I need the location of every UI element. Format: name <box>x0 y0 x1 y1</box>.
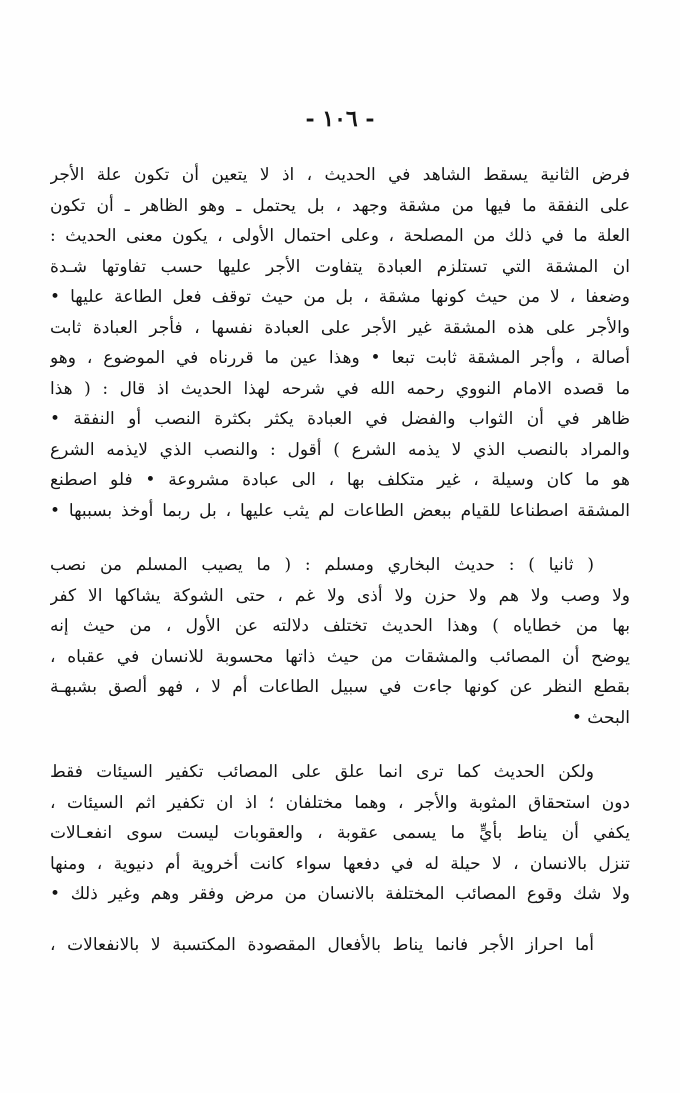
text-line: ما قصده الامام النووي رحمه الله في شرحه لهذا الحديث اذ قال : ( هذا <box>50 378 630 399</box>
text-line: يوضح أن المصائب والمشقات من حيث ذاتها محسوبة للانسان في عقباه ، <box>50 646 630 667</box>
paragraph-4 <box>50 930 630 961</box>
text-line: هو ما كان وسيلة ، غير متكلف بها ، الى عبادة مشروعة • فلو اصطنع <box>50 470 630 490</box>
text-line: البحث • <box>571 707 630 728</box>
text-line: والأجر على هذه المشقة غير الأجر على العبادة نفسها ، فأجر العبادة ثابت <box>50 317 630 338</box>
text-line: فرض الثانية يسقط الشاهد في الحديث ، اذ لا يتعين أن تكون علة الأجر <box>50 165 630 185</box>
text-line: ظاهر في أن الثواب والفضل في العبادة يكثر بكثرة النصب أو النفقة • <box>50 409 630 429</box>
paragraph-3 <box>50 757 630 910</box>
text-line: والمراد بالنصب الذي لا يذمه الشرع ) أقول : والنصب الذي لايذمه الشرع <box>50 439 630 460</box>
paragraph-2 <box>50 550 630 733</box>
text-line: المشقة اصطناعا للقيام ببعض الطاعات لم يثب عليها ، بل ربما أوخذ بسببها • <box>50 500 630 521</box>
text-line: بقطع النظر عن كونها جاءت في سبيل الطاعات أم لا ، فهو ألصق بشبهـة <box>50 677 630 697</box>
text-line: دون استحقاق المثوبة والأجر ، وهما مختلفان ؛ اذ ان تكفير اثم السيئات ، <box>50 792 630 813</box>
text-line: بها من خطاياه ) وهذا الحديث تختلف دلالته عن الأول ، من حيث إنه <box>50 616 630 636</box>
text-line: ولا وصب ولا هم ولا حزن ولا أذى ولا غم ، حتى الشوكة يشاكها الا كفر <box>50 585 630 606</box>
page-number: - ١٠٦ - <box>305 106 375 132</box>
text-line: ولا شك وقوع المصائب المختلفة بالانسان من مرض وفقر وهم وغير ذلك • <box>50 884 630 904</box>
text-line: ان المشقة التي تستلزم العبادة يتفاوت الأجر عليها حسب تفاوتها شـدة <box>50 256 630 277</box>
text-line: تنزل بالانسان ، لا حيلة له في دفعها سواء كانت أخروية أم دنيوية ، ومنها <box>50 853 630 874</box>
text-line: على النفقة ما فيها من مشقة وجهد ، بل يحتمل ـ وهو الظاهر ـ أن تكون <box>50 195 630 216</box>
text-line: ولكن الحديث كما ترى انما علق على المصائب تكفير السيئات فقط <box>50 762 594 782</box>
page-body <box>50 160 630 960</box>
text-line: ( ثانيا ) : حديث البخاري ومسلم : ( ما يصيب المسلم من نصب <box>50 555 594 575</box>
text-line: وضعفا ، لا من حيث كونها مشقة ، بل من حيث توقف فعل الطاعة عليها • <box>50 287 630 307</box>
paragraph-1 <box>50 160 630 526</box>
text-line: أصالة ، وأجر المشقة ثابت تبعا • وهذا عين ما قررناه في الموضوع ، وهو <box>50 348 630 368</box>
text-line: يكفي أن يناط بأيٍّ ما يسمى عقوبة ، والعقوبات ليست سوى انفعـالات <box>50 823 630 843</box>
text-line: أما احراز الأجر فانما يناط بالأفعال المقصودة المكتسبة لا بالانفعالات ، <box>50 934 594 955</box>
text-line: العلة ما في ذلك من المصلحة ، وعلى احتمال الأولى ، يكون معنى الحديث : <box>50 226 630 246</box>
